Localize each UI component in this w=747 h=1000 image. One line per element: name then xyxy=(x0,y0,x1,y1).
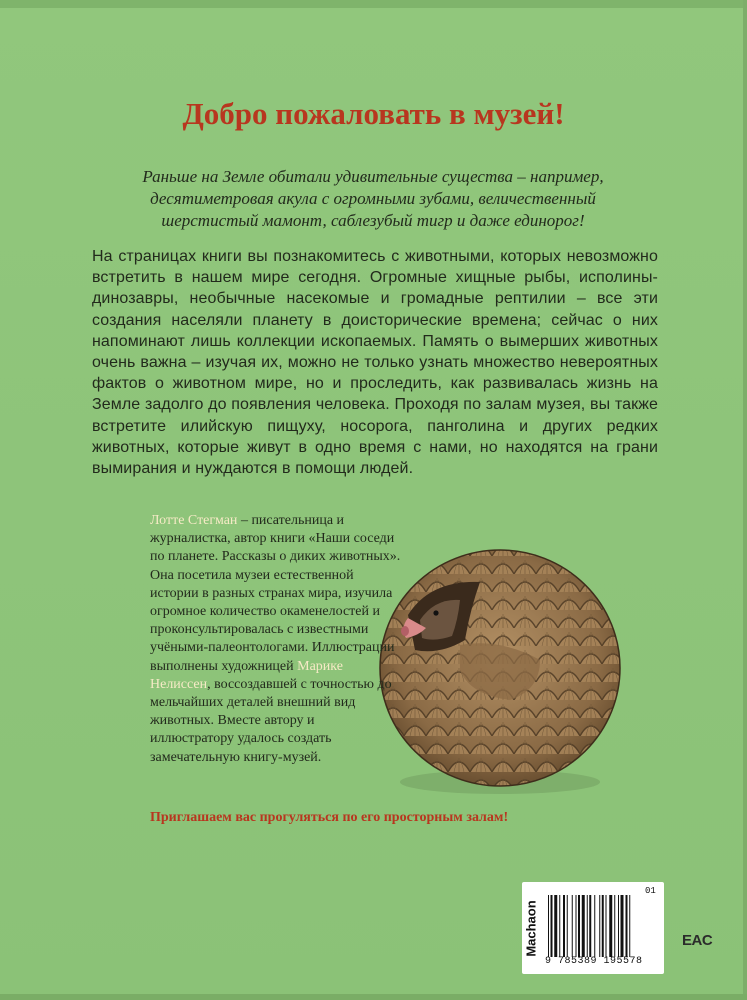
publisher-logo xyxy=(521,882,541,974)
intro-paragraph: Раньше на Земле обитали удивительные существа – например, десятиметровая акула с огромными зубами, величественный шерстистый мамонт, саблезубый тигр и даже единорог! xyxy=(142,167,604,230)
author-bio-text-1: – писательница и журналистка, автор книги «Наши соседи по планете. Рассказы о диких животных». Она посетила музеи естественной истории в разных странах мира, изучила огромное количество окаменелостей и проконсультировалась с известными учёными-палеонтологами. Иллюстрации выполнены художницей xyxy=(150,513,401,674)
page-title: Добро пожаловать в музей! xyxy=(182,96,565,131)
invitation-line: Приглашаем вас прогуляться по его просторным залам! xyxy=(150,810,509,825)
barcode-digits: 9 785389 195578 xyxy=(545,956,643,967)
author-bio-text-2: , воссоздавшей с точностью до мельчайших деталей внешний вид животных. Вместе автору и иллюстратору удалось создать замечательную книгу-музей. xyxy=(150,676,392,765)
illustrator-name: Марике Нелиссен xyxy=(150,658,343,692)
barcode-icon xyxy=(548,895,658,957)
cover-top-edge xyxy=(0,0,747,8)
author-name: Лотте Стегман xyxy=(150,513,238,528)
eac-certification-mark: EAC xyxy=(682,932,713,949)
cover-bottom-edge xyxy=(0,994,747,1000)
author-bio xyxy=(150,512,402,767)
cover-right-edge xyxy=(743,0,747,1000)
description-paragraph: На страницах книги вы познакомитесь с животными, которых невозможно встретить в нашем мире сегодня. Огромные хищные рыбы, исполины-динозавры, необычные насекомые и громадные рептилии – все эти создания населяли планету в доисторические времена; сейчас о них напоминают лишь коллекции ископаемых. Память о вымерших животных очень важна – изучая их, можно не только узнать множество невероятных фактов о животном мире, но и проследить, как развивалась жизнь на Земле задолго до появления человека. Проходя по залам музея, вы также встретите илийскую пищуху, носорога, панголина и других редких животных, которые живут в одно время с нами, но находятся на грани вымирания и нуждаются в помощи людей. xyxy=(92,248,658,478)
barcode-top-number: 01 xyxy=(645,886,656,896)
publisher-name: Machaon xyxy=(523,899,539,957)
